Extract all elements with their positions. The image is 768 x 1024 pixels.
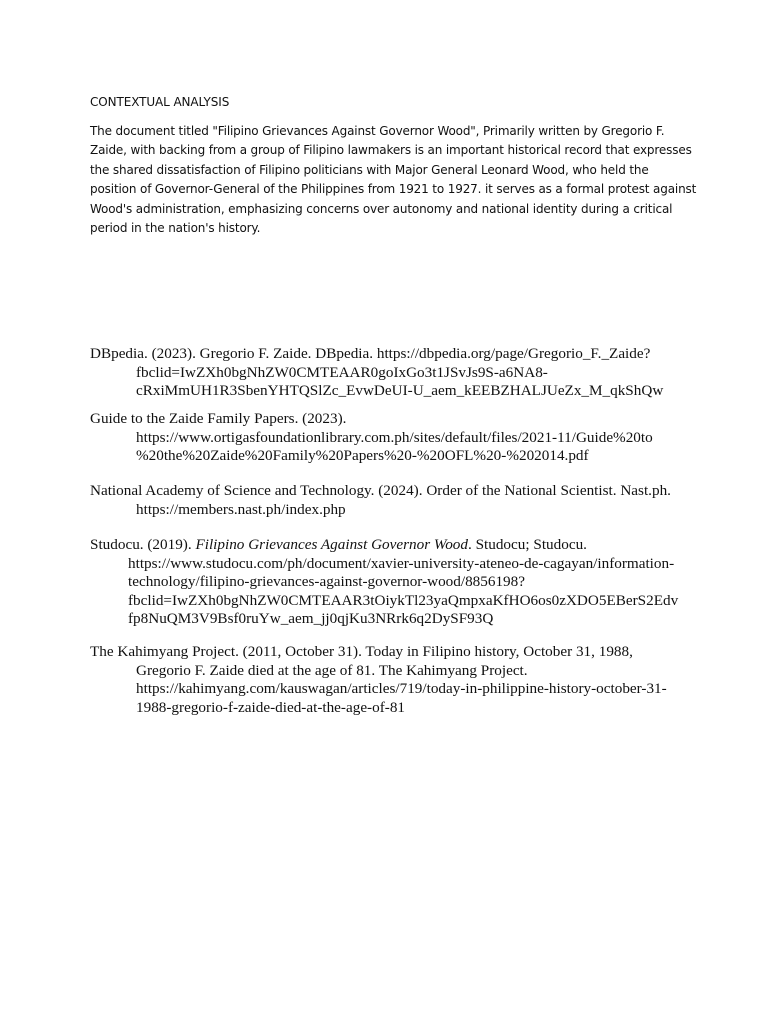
paragraph-line: Wood's administration, emphasizing concerns over autonomy and national identity during a critical	[90, 201, 673, 216]
reference-url-line[interactable]: https://members.nast.ph/index.php	[136, 500, 346, 518]
reference-studocu	[90, 536, 690, 629]
reference-url-line[interactable]: fbclid=IwZXh0bgNhZW0CMTEAAR3tOiykTl23yaQmpxaKfHO6os0zXDO5EBerS2Edv	[128, 591, 679, 609]
reference-url-line[interactable]: technology/filipino-grievances-against-governor-wood/8856198?	[128, 573, 525, 591]
paragraph-line: period in the nation's history.	[90, 221, 261, 236]
paragraph-line: position of Governor-General of the Philippines from 1921 to 1927. it serves as a formal protest against	[90, 182, 697, 197]
reference-url-line[interactable]: fp8NuQM3V9Bsf0ruYw_aem_jj0qjKu3NRrk6q2DySF93Q	[128, 610, 494, 628]
reference-line: DBpedia. (2023). Gregorio F. Zaide. DBpedia. https://dbpedia.org/page/Gregorio_F._Zaide?	[90, 345, 651, 362]
reference-url-line[interactable]: https://kahimyang.com/kauswagan/articles/719/today-in-philippine-history-october-31-	[136, 680, 667, 698]
paragraph-line: The document titled "Filipino Grievances Against Governor Wood", Primarily written by Gregorio F.	[90, 124, 665, 138]
reference-line[interactable]: cRxiMmUH1R3SbenYHTQSlZc_EvwDeUI-U_aem_kEEBZHALJUeZx_M_qkShQw	[136, 382, 664, 400]
reference-suffix: . Studocu; Studocu.	[467, 536, 587, 553]
section-heading: CONTEXTUAL ANALYSIS	[90, 95, 230, 109]
reference-line: Gregorio F. Zaide died at the age of 81. The Kahimyang Project.	[136, 661, 528, 679]
reference-line	[90, 536, 690, 555]
reference-line: Guide to the Zaide Family Papers. (2023).	[90, 410, 347, 427]
reference-nast	[90, 482, 690, 519]
reference-url-line[interactable]: https://www.ortigasfoundationlibrary.com.ph/sites/default/files/2021-11/Guide%20to	[136, 428, 653, 446]
reference-line[interactable]: fbclid=IwZXh0bgNhZW0CMTEAAR0goIxGo3t1JSvJs9S-a6NA8-	[136, 363, 548, 381]
reference-line: National Academy of Science and Technology. (2024). Order of the National Scientist. Nast.ph.	[90, 482, 671, 499]
reference-kahimyang	[90, 643, 690, 717]
reference-line: The Kahimyang Project. (2011, October 31). Today in Filipino history, October 31, 1988,	[90, 643, 633, 660]
reference-url-line[interactable]: https://www.studocu.com/ph/document/xavier-university-ateneo-de-cagayan/information-	[128, 554, 675, 572]
paragraph-line: the shared dissatisfaction of Filipino politicians with Major General Leonard Wood, who held the	[90, 162, 649, 177]
contextual-analysis-paragraph	[90, 122, 697, 238]
reference-prefix: Studocu. (2019).	[90, 536, 196, 553]
reference-url-line[interactable]: 1988-gregorio-f-zaide-died-at-the-age-of-81	[136, 698, 406, 716]
reference-title: Filipino Grievances Against Governor Wood	[195, 536, 468, 553]
reference-dbpedia	[90, 345, 690, 401]
reference-zaide-family-papers	[90, 410, 690, 466]
reference-url-line[interactable]: %20the%20Zaide%20Family%20Papers%20-%20OFL%20-%202014.pdf	[136, 447, 589, 465]
paragraph-line: Zaide, with backing from a group of Filipino lawmakers is an important historical record that expresses	[90, 143, 692, 158]
